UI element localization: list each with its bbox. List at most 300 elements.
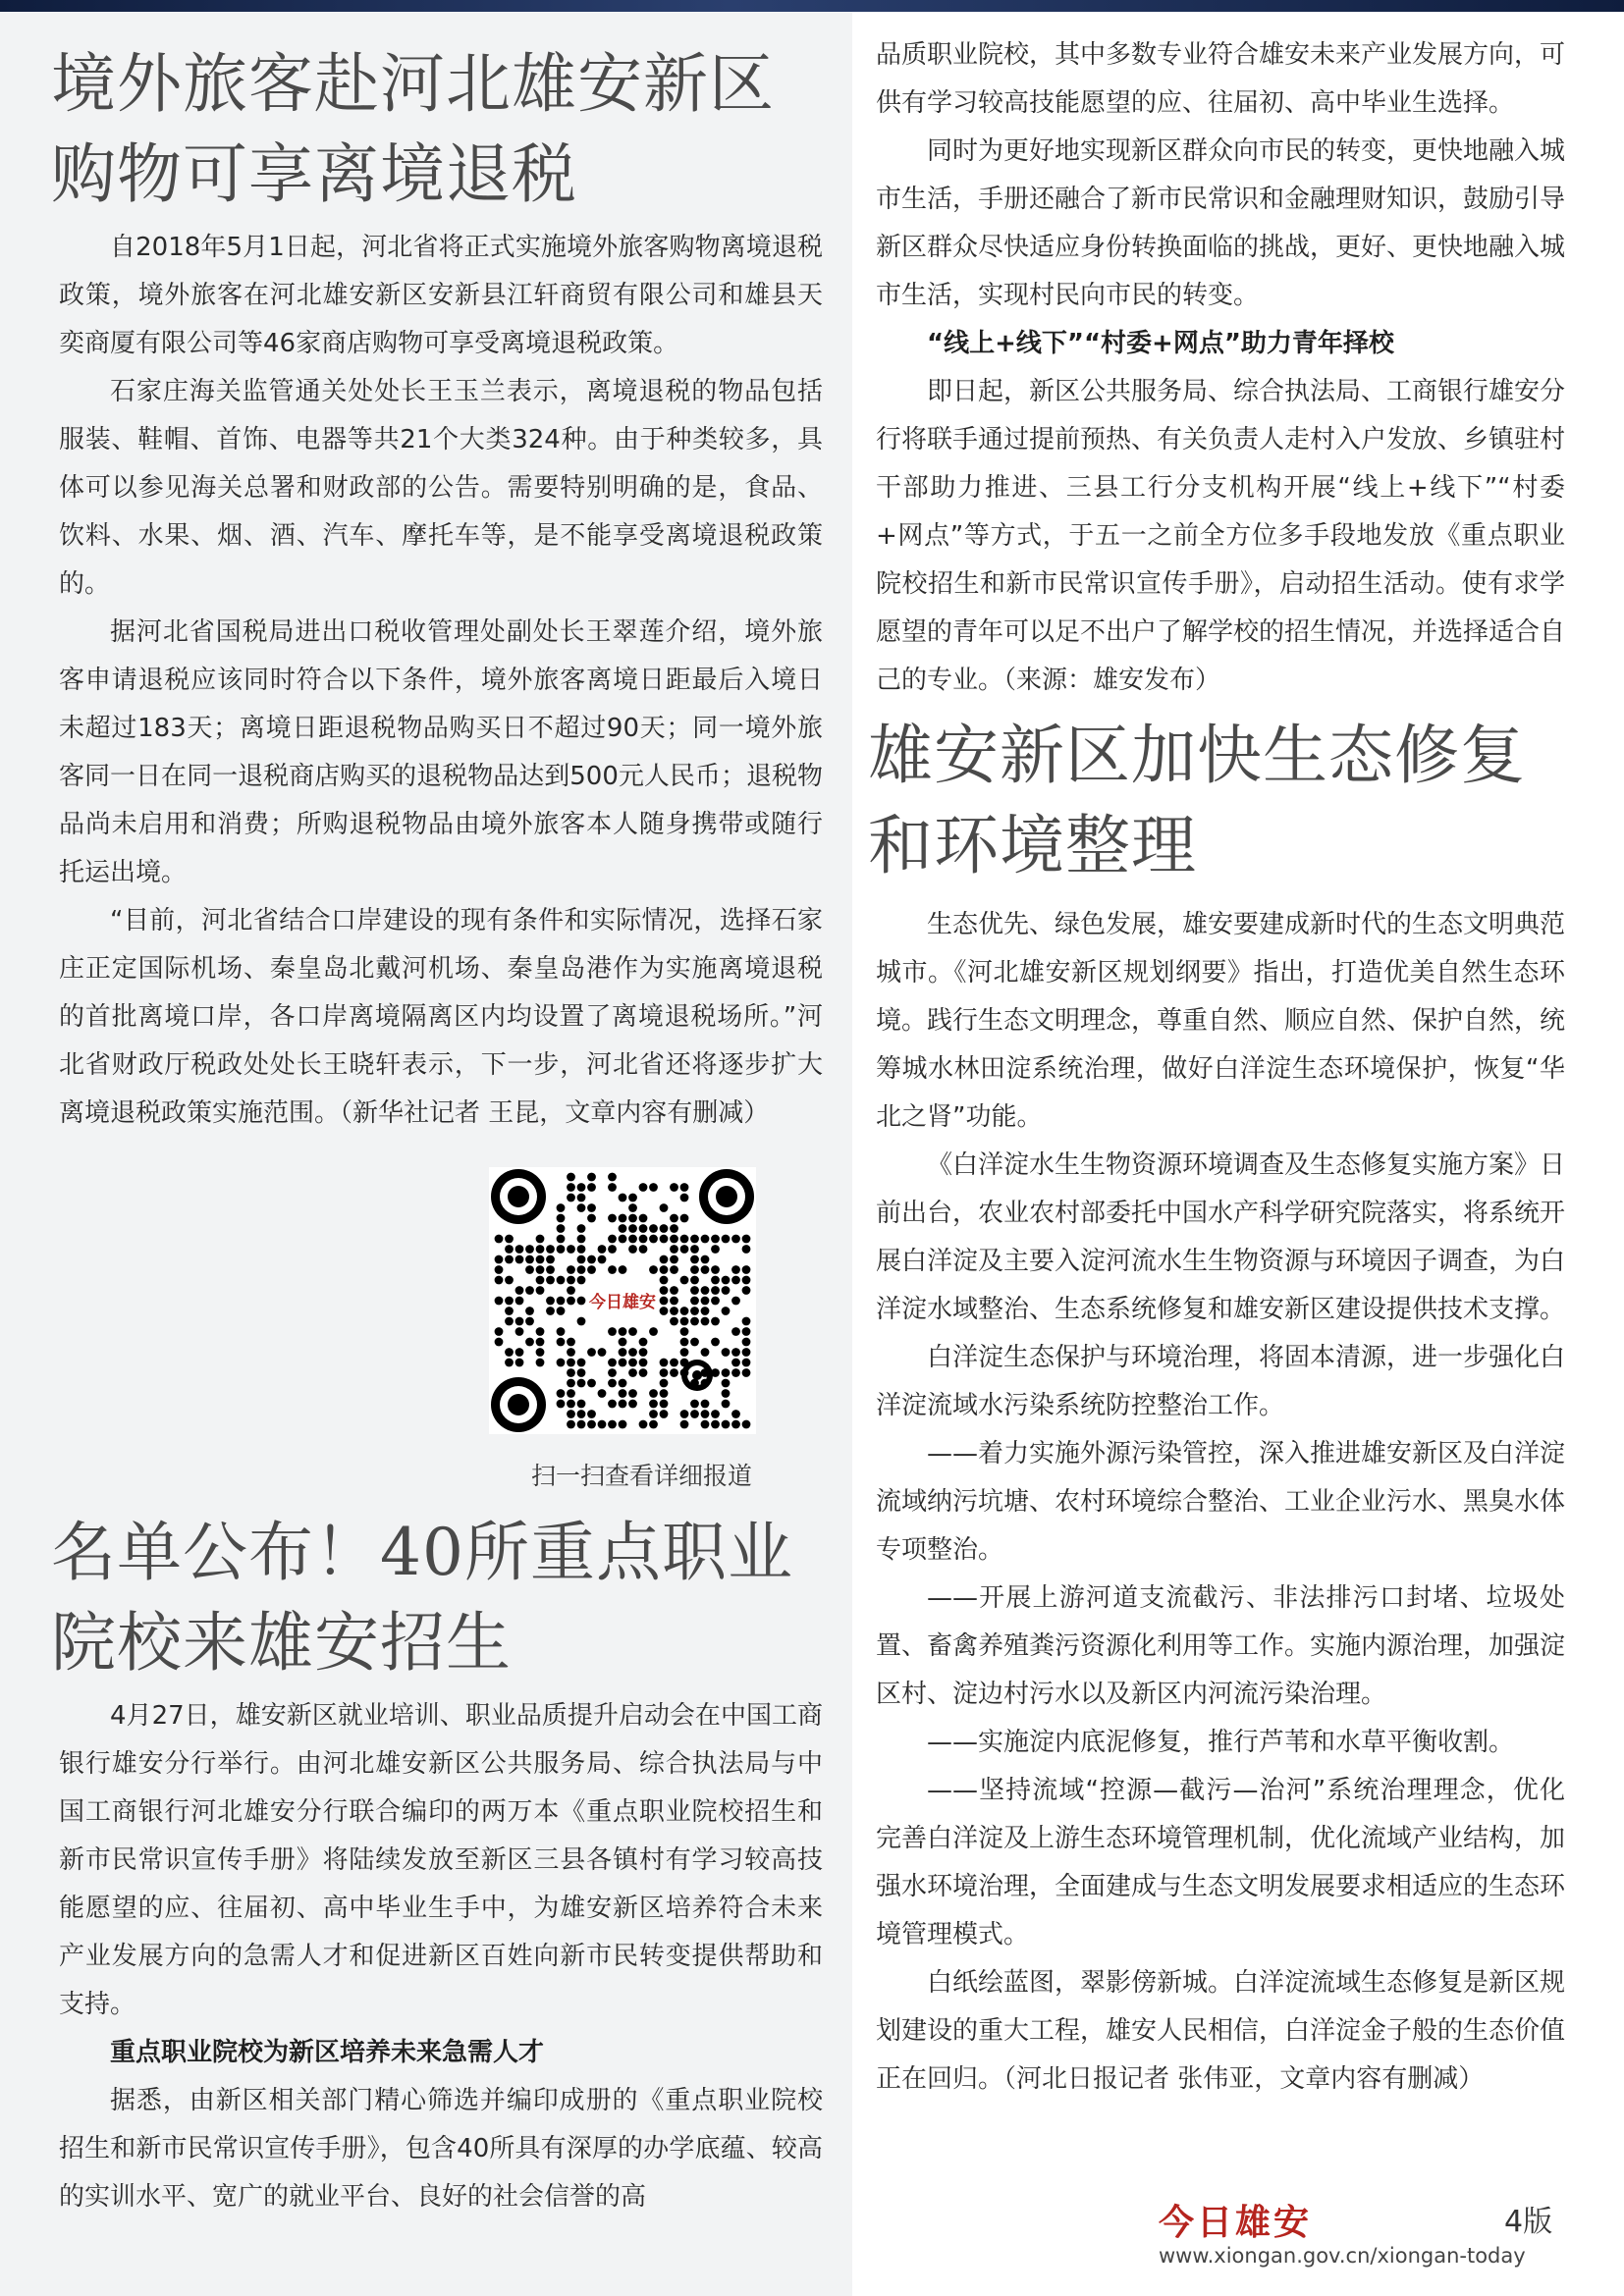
qr-module — [722, 1400, 731, 1409]
qr-module — [536, 1286, 545, 1295]
qr-module — [536, 1276, 545, 1285]
qr-module — [701, 1379, 710, 1388]
qr-module — [587, 1255, 596, 1264]
qr-module — [690, 1379, 699, 1388]
qr-module — [567, 1389, 575, 1398]
qr-module — [567, 1286, 575, 1295]
qr-module — [587, 1183, 596, 1192]
qr-module — [557, 1338, 566, 1347]
qr-module — [587, 1203, 596, 1212]
qr-module — [587, 1214, 596, 1223]
qr-module — [660, 1400, 669, 1409]
qr-module — [546, 1245, 555, 1254]
qr-module — [587, 1348, 596, 1357]
qr-module — [505, 1297, 514, 1306]
qr-module — [628, 1194, 637, 1202]
qr-module — [587, 1420, 596, 1429]
qr-module — [608, 1379, 617, 1388]
qr-module — [567, 1420, 575, 1429]
qr-module — [608, 1183, 617, 1192]
qr-module — [577, 1379, 586, 1388]
qr-module — [577, 1235, 586, 1244]
qr-module — [660, 1224, 669, 1233]
qr-module — [619, 1235, 627, 1244]
qr-module — [690, 1265, 699, 1274]
qr-module — [587, 1379, 596, 1388]
qr-module — [619, 1338, 627, 1347]
qr-module — [639, 1214, 648, 1223]
qr-module — [742, 1265, 751, 1274]
qr-module — [628, 1245, 637, 1254]
qr-code-icon[interactable] — [489, 1167, 756, 1434]
qr-module — [649, 1235, 658, 1244]
qr-module — [660, 1379, 669, 1388]
qr-module — [619, 1379, 627, 1388]
qr-module — [619, 1265, 627, 1274]
qr-module — [670, 1214, 678, 1223]
qr-module — [742, 1245, 751, 1254]
qr-module — [660, 1235, 669, 1244]
qr-module — [722, 1307, 731, 1315]
qr-module — [660, 1276, 669, 1285]
qr-module — [690, 1235, 699, 1244]
qr-module — [557, 1276, 566, 1285]
qr-module — [639, 1245, 648, 1254]
article3-title: 雄安新区加快生态修复和环境整理 — [868, 718, 1526, 883]
qr-module — [670, 1297, 678, 1306]
qr-module — [701, 1255, 710, 1264]
qr-module — [711, 1368, 720, 1377]
qr-module — [525, 1338, 534, 1347]
qr-module — [680, 1194, 689, 1202]
qr-module — [742, 1359, 751, 1367]
qr-module — [525, 1265, 534, 1274]
qr-module — [577, 1224, 586, 1233]
qr-module — [680, 1410, 689, 1418]
qr-module — [505, 1307, 514, 1315]
qr-module — [649, 1265, 658, 1274]
qr-module — [660, 1359, 669, 1367]
qr-module — [690, 1245, 699, 1254]
qr-module — [567, 1297, 575, 1306]
qr-module — [536, 1265, 545, 1274]
qr-module — [731, 1297, 740, 1306]
qr-module — [649, 1183, 658, 1192]
qr-module — [701, 1317, 710, 1326]
qr-module — [546, 1307, 555, 1315]
qr-module — [505, 1359, 514, 1367]
article3-paragraph: 生态优先、绿色发展，雄安要建成新时代的生态文明典范城市。《河北雄安新区规划纲要》指出，打造优美自然生态环境。践行生态文明理念，尊重自然、顺应自然、保护自然，统筹城水林田淀系统治理，做好白洋淀生态环境保护，恢复“华北之肾”功能。 — [876, 910, 1566, 1132]
article2-subheading: 重点职业院校为新区培养未来急需人才 — [110, 2038, 545, 2067]
article1-paragraph: 自2018年5月1日起，河北省将正式实施境外旅客购物离境退税政策，境外旅客在河北雄安新区安新县江轩商贸有限公司和雄县天奕商厦有限公司等46家商店购物可享受离境退税政策。 — [59, 233, 823, 358]
qr-module — [670, 1359, 678, 1367]
qr-module — [711, 1420, 720, 1429]
qr-module — [628, 1400, 637, 1409]
qr-module — [731, 1359, 740, 1367]
qr-module — [567, 1194, 575, 1202]
qr-module — [608, 1400, 617, 1409]
qr-module — [711, 1317, 720, 1326]
qr-module — [619, 1348, 627, 1357]
qr-module — [495, 1255, 504, 1264]
qr-module — [567, 1173, 575, 1182]
qr-module — [742, 1286, 751, 1295]
article1-paragraph: “目前，河北省结合口岸建设的现有条件和实际情况，选择石家庄正定国际机场、秦皇岛北戴河机场、秦皇岛港作为实施离境退税的首批离境口岸，各口岸离境隔离区内均设置了离境退税场所。”河北省财政厅税政处处长王晓轩表示，下一步，河北省还将逐步扩大离境退税政策实施范围。（新华社记者 王昆，文章内容有删减） — [59, 906, 823, 1128]
qr-module — [577, 1255, 586, 1264]
article3-paragraph: ——实施淀内底泥修复，推行芦苇和水草平衡收割。 — [927, 1728, 1515, 1757]
article2-paragraph: 据悉，由新区相关部门精心筛选并编印成册的《重点职业院校招生和新市民常识宣传手册》，包含40所具有深厚的办学底蕴、较高的实训水平、宽广的就业平台、良好的社会信誉的高 — [59, 2086, 823, 2212]
qr-module — [670, 1307, 678, 1315]
qr-module — [619, 1224, 627, 1233]
qr-module — [598, 1255, 607, 1264]
qr-module — [711, 1235, 720, 1244]
qr-module — [577, 1194, 586, 1202]
qr-module — [567, 1245, 575, 1254]
qr-module — [742, 1327, 751, 1336]
article3-paragraph: ——坚持流域“控源—截污—治河”系统治理理念，优化完善白洋淀及上游生态环境管理机制，优化流域产业结构，加强水环境治理，全面建成与生态文明发展要求相适应的生态环境管理模式。 — [876, 1776, 1566, 1949]
qr-module — [660, 1297, 669, 1306]
footer-brand-logo: 今日雄安 — [1159, 2202, 1313, 2243]
qr-module — [608, 1327, 617, 1336]
qr-code-block — [59, 1167, 823, 1496]
qr-module — [742, 1338, 751, 1347]
article2-title: 名单公布！40所重点职业院校来雄安招生 — [51, 1515, 793, 1681]
qr-module — [742, 1317, 751, 1326]
qr-module — [701, 1348, 710, 1357]
qr-module — [536, 1348, 545, 1357]
qr-module — [619, 1420, 627, 1429]
qr-module — [742, 1420, 751, 1429]
qr-module — [525, 1245, 534, 1254]
qr-module — [701, 1420, 710, 1429]
qr-module — [577, 1317, 586, 1326]
qr-module — [619, 1214, 627, 1223]
qr-module — [711, 1297, 720, 1306]
qr-module — [495, 1297, 504, 1306]
qr-module — [557, 1327, 566, 1336]
qr-module — [505, 1235, 514, 1244]
article3-paragraph: ——着力实施外源污染管控，深入推进雄安新区及白洋淀流域纳污坑塘、农村环境综合整治、工业企业污水、黑臭水体专项整治。 — [876, 1439, 1566, 1565]
qr-module — [546, 1265, 555, 1274]
qr-module — [649, 1327, 658, 1336]
qr-module — [619, 1194, 627, 1202]
qr-module — [525, 1255, 534, 1264]
qr-module — [711, 1265, 720, 1274]
qr-module — [639, 1224, 648, 1233]
qr-module — [608, 1420, 617, 1429]
qr-module — [731, 1265, 740, 1274]
qr-module — [680, 1348, 689, 1357]
qr-module — [525, 1307, 534, 1315]
qr-module — [567, 1276, 575, 1285]
qr-module — [546, 1276, 555, 1285]
qr-module — [567, 1183, 575, 1192]
qr-module — [680, 1276, 689, 1285]
qr-module — [670, 1368, 678, 1377]
qr-module — [608, 1235, 617, 1244]
article1-title: 境外旅客赴河北雄安新区购物可享离境退税 — [51, 46, 775, 212]
qr-module — [670, 1286, 678, 1295]
qr-module — [536, 1245, 545, 1254]
qr-module — [505, 1276, 514, 1285]
qr-module — [536, 1235, 545, 1244]
qr-module — [639, 1348, 648, 1357]
article2-paragraph-continued: 品质职业院校，其中多数专业符合雄安未来产业发展方向，可供有学习较高技能愿望的应、往届初、高中毕业生选择。 — [876, 40, 1566, 118]
qr-module — [639, 1359, 648, 1367]
qr-module — [598, 1348, 607, 1357]
qr-module — [701, 1235, 710, 1244]
qr-caption: 扫一扫查看详细报道 — [530, 1462, 752, 1490]
qr-module — [495, 1327, 504, 1336]
qr-module — [628, 1359, 637, 1367]
qr-module — [628, 1224, 637, 1233]
qr-module — [660, 1203, 669, 1212]
qr-module — [628, 1327, 637, 1336]
qr-module — [701, 1265, 710, 1274]
qr-module — [495, 1265, 504, 1274]
qr-module — [557, 1359, 566, 1367]
qr-module — [598, 1420, 607, 1429]
qr-logo: 今日雄安 — [589, 1293, 656, 1312]
qr-module — [701, 1307, 710, 1315]
qr-module — [701, 1297, 710, 1306]
qr-module — [722, 1235, 731, 1244]
qr-module — [577, 1420, 586, 1429]
qr-module — [505, 1348, 514, 1357]
qr-module — [722, 1420, 731, 1429]
qr-module — [577, 1276, 586, 1285]
qr-module — [731, 1276, 740, 1285]
qr-module — [577, 1265, 586, 1274]
article3-paragraph: 白纸绘蓝图，翠影傍新城。白洋淀流域生态修复是新区规划建设的重大工程，雄安人民相信，白洋淀金子般的生态价值正在回归。（河北日报记者 张伟亚，文章内容有删减） — [876, 1968, 1566, 2094]
article2-paragraph: 4月27日，雄安新区就业培训、职业品质提升启动会在中国工商银行雄安分行举行。由河北雄安新区公共服务局、综合执法局与中国工商银行河北雄安分行联合编印的两万本《重点职业院校招生和新市民常识宣传手册》将陆续发放至新区三县各镇村有学习较高技能愿望的应、往届初、高中毕业生手中，为雄安新区培养符合未来产业发展方向的急需人才和促进新区百姓向新市民转变提供帮助和支持。 — [59, 1701, 823, 2019]
qr-module — [619, 1327, 627, 1336]
qr-module — [639, 1183, 648, 1192]
qr-module — [680, 1327, 689, 1336]
article2-paragraph: 同时为更好地实现新区群众向市民的转变，更快地融入城市生活，手册还融合了新市民常识和金融理财知识，鼓励引导新区群众尽快适应身份转换面临的挑战，更好、更快地融入城市生活，实现村民向市民的转变。 — [876, 136, 1566, 310]
article1-paragraph: 据河北省国税局进出口税收管理处副处长王翠莲介绍，境外旅客申请退税应该同时符合以下条件，境外旅客离境日距最后入境日未超过183天；离境日距退税物品购买日不超过90天；同一境外旅客同一日在同一退税商店购买的退税物品达到500元人民币；退税物品尚未启用和消费；所购退税物品由境外旅客本人随身携带或随行托运出境。 — [59, 617, 823, 887]
qr-module — [722, 1276, 731, 1285]
qr-module — [660, 1265, 669, 1274]
qr-module — [680, 1420, 689, 1429]
qr-module — [505, 1245, 514, 1254]
qr-module — [628, 1203, 637, 1212]
qr-module — [557, 1235, 566, 1244]
qr-module — [722, 1368, 731, 1377]
qr-module — [515, 1255, 524, 1264]
qr-module — [567, 1265, 575, 1274]
qr-module — [670, 1235, 678, 1244]
qr-module — [711, 1245, 720, 1254]
qr-module — [577, 1203, 586, 1212]
qr-module — [639, 1368, 648, 1377]
qr-module — [711, 1276, 720, 1285]
qr-module — [536, 1359, 545, 1367]
qr-module — [598, 1389, 607, 1398]
qr-module — [649, 1224, 658, 1233]
qr-module — [660, 1410, 669, 1418]
qr-module — [731, 1235, 740, 1244]
article1-paragraph: 石家庄海关监管通关处处长王玉兰表示，离境退税的物品包括服装、鞋帽、首饰、电器等共21个大类324种。由于种类较多，具体可以参见海关总署和财政部的公告。需要特别明确的是，食品、饮料、水果、烟、酒、汽车、摩托车等，是不能享受离境退税政策的。 — [59, 377, 823, 599]
qr-module — [680, 1317, 689, 1326]
qr-module — [680, 1338, 689, 1347]
qr-module — [546, 1255, 555, 1264]
qr-module — [649, 1410, 658, 1418]
qr-module — [680, 1183, 689, 1192]
right-column — [868, 31, 1566, 2104]
qr-module — [690, 1276, 699, 1285]
qr-module — [649, 1420, 658, 1429]
qr-module — [515, 1286, 524, 1295]
qr-module — [557, 1297, 566, 1306]
qr-module — [639, 1235, 648, 1244]
qr-module — [722, 1389, 731, 1398]
qr-module — [495, 1338, 504, 1347]
top-bar — [0, 0, 1624, 12]
qr-module — [628, 1235, 637, 1244]
qr-module — [742, 1348, 751, 1357]
qr-module — [619, 1389, 627, 1398]
qr-module — [701, 1400, 710, 1409]
qr-module — [525, 1286, 534, 1295]
qr-module — [587, 1265, 596, 1274]
qr-module — [567, 1410, 575, 1418]
qr-module — [690, 1286, 699, 1295]
article2-paragraph: 即日起，新区公共服务局、综合执法局、工商银行雄安分行将联手通过提前预热、有关负责人走村入户发放、乡镇驻村干部助力推进、三县工行分支机构开展“线上+线下”“村委+网点”等方式，于五一之前全方位多手段地发放《重点职业院校招生和新市民常识宣传手册》，启动招生活动。使有求学愿望的青年可以足不出户了解学校的招生情况，并选择适合自己的专业。（来源：雄安发布） — [876, 377, 1566, 695]
article3-paragraph: 《白洋淀水生生物资源环境调查及生态修复实施方案》日前出台，农业农村部委托中国水产科学研究院落实，将系统开展白洋淀及主要入淀河流水生生物资源与环境因子调查，为白洋淀水域整治、生态系统修复和雄安新区建设提供技术支撑。 — [876, 1150, 1566, 1324]
qr-module — [731, 1410, 740, 1418]
qr-module — [742, 1276, 751, 1285]
qr-module — [660, 1389, 669, 1398]
qr-module — [505, 1317, 514, 1326]
qr-module — [649, 1389, 658, 1398]
qr-module — [577, 1183, 586, 1192]
qr-module — [680, 1368, 689, 1377]
qr-module — [495, 1276, 504, 1285]
qr-module — [567, 1400, 575, 1409]
qr-module — [557, 1400, 566, 1409]
qr-module — [701, 1410, 710, 1418]
qr-module — [680, 1245, 689, 1254]
qr-module — [722, 1286, 731, 1295]
qr-module — [670, 1317, 678, 1326]
qr-module — [608, 1173, 617, 1182]
article3-paragraph: ——开展上游河道支流截污、非法排污口封堵、垃圾处置、畜禽养殖粪污资源化利用等工作。实施内源治理，加强淀区村、淀边村污水以及新区内河流污染治理。 — [876, 1583, 1566, 1709]
qr-module — [577, 1400, 586, 1409]
qr-module — [690, 1317, 699, 1326]
qr-module — [619, 1359, 627, 1367]
qr-module — [567, 1338, 575, 1347]
qr-module — [639, 1338, 648, 1347]
qr-module — [557, 1224, 566, 1233]
qr-module — [525, 1317, 534, 1326]
left-column — [51, 39, 823, 2221]
page-number: 4版 — [1504, 2205, 1553, 2239]
qr-module — [495, 1235, 504, 1244]
qr-module — [628, 1368, 637, 1377]
qr-module — [690, 1410, 699, 1418]
qr-module — [567, 1368, 575, 1377]
qr-module — [660, 1286, 669, 1295]
qr-module — [608, 1214, 617, 1223]
qr-module — [515, 1348, 524, 1357]
qr-module — [557, 1245, 566, 1254]
qr-module — [670, 1245, 678, 1254]
qr-module — [577, 1245, 586, 1254]
qr-module — [731, 1420, 740, 1429]
qr-module — [690, 1255, 699, 1264]
qr-module — [670, 1183, 678, 1192]
article2-subheading: “线上+线下”“村委+网点”助力青年择校 — [927, 329, 1394, 358]
qr-module — [701, 1286, 710, 1295]
qr-module — [567, 1379, 575, 1388]
qr-module — [587, 1410, 596, 1418]
qr-module — [670, 1224, 678, 1233]
qr-module — [639, 1420, 648, 1429]
qr-module — [711, 1338, 720, 1347]
qr-module — [628, 1348, 637, 1357]
qr-module — [536, 1255, 545, 1264]
qr-module — [577, 1297, 586, 1306]
qr-module — [690, 1297, 699, 1306]
qr-module — [660, 1255, 669, 1264]
qr-module — [690, 1400, 699, 1409]
qr-module — [701, 1368, 710, 1377]
qr-module — [567, 1359, 575, 1367]
qr-module — [536, 1327, 545, 1336]
qr-module — [536, 1338, 545, 1347]
qr-module — [670, 1255, 678, 1264]
qr-module — [711, 1286, 720, 1295]
qr-module — [722, 1348, 731, 1357]
qr-module — [557, 1307, 566, 1315]
footer-url[interactable]: www.xiongan.gov.cn/xiongan-today — [1159, 2244, 1526, 2268]
qr-module — [515, 1317, 524, 1326]
qr-module — [660, 1307, 669, 1315]
qr-module — [742, 1235, 751, 1244]
qr-module — [649, 1400, 658, 1409]
qr-module — [577, 1410, 586, 1418]
qr-module — [608, 1245, 617, 1254]
qr-module — [567, 1348, 575, 1357]
qr-module — [711, 1410, 720, 1418]
qr-module — [628, 1214, 637, 1223]
qr-module — [546, 1297, 555, 1306]
qr-module — [619, 1400, 627, 1409]
qr-module — [690, 1307, 699, 1315]
qr-module — [577, 1359, 586, 1367]
qr-module — [557, 1389, 566, 1398]
qr-module — [557, 1214, 566, 1223]
article3-paragraph: 白洋淀生态保护与环境治理，将固本清源，进一步强化白洋淀流域水污染系统防控整治工作。 — [876, 1343, 1566, 1420]
qr-module — [557, 1203, 566, 1212]
qr-module — [515, 1327, 524, 1336]
qr-module — [515, 1297, 524, 1306]
qr-module — [722, 1379, 731, 1388]
qr-module — [731, 1348, 740, 1357]
qr-module — [608, 1368, 617, 1377]
qr-module — [680, 1214, 689, 1223]
qr-module — [515, 1359, 524, 1367]
qr-module — [577, 1368, 586, 1377]
qr-module — [660, 1368, 669, 1377]
qr-module — [598, 1245, 607, 1254]
qr-module — [680, 1235, 689, 1244]
qr-module — [505, 1255, 514, 1264]
qr-module — [608, 1359, 617, 1367]
qr-module — [731, 1327, 740, 1336]
qr-module — [587, 1173, 596, 1182]
